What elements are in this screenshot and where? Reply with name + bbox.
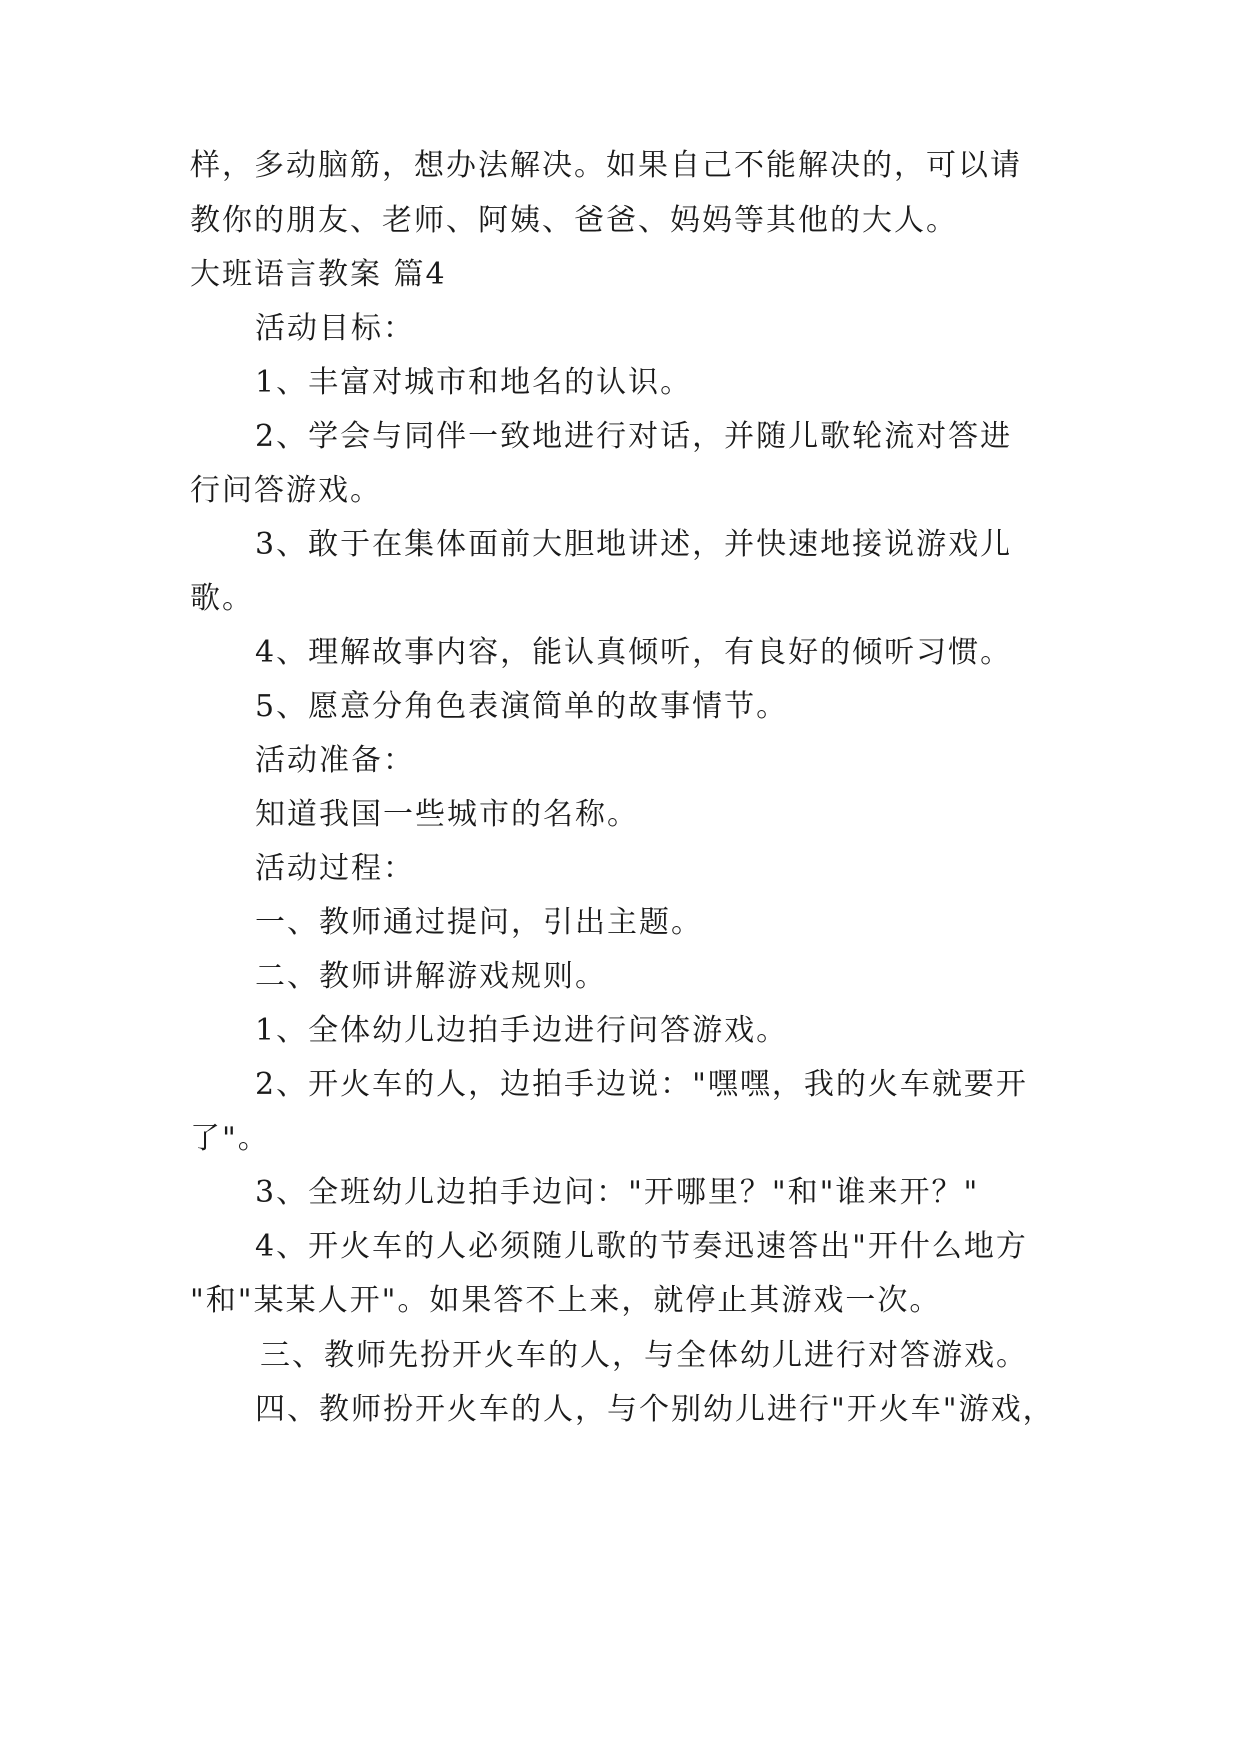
goal-3-line-1: 3、敢于在集体面前大胆地讲述，并快速地接说游戏儿 [255, 527, 1013, 562]
step-2: 二、教师讲解游戏规则。 [255, 959, 607, 994]
continuation-line-1: 样，多动脑筋，想办法解决。如果自己不能解决的，可以请 [190, 148, 1022, 183]
goal-5: 5、愿意分角色表演简单的故事情节。 [255, 689, 789, 724]
rule-4-line-2: "和"某某人开"。如果答不上来，就停止其游戏一次。 [190, 1283, 942, 1318]
rule-3: 3、全班幼儿边拍手边问："开哪里？"和"谁来开？" [255, 1175, 980, 1210]
goal-3-line-2: 歌。 [190, 581, 254, 616]
goal-2-line-1: 2、学会与同伴一致地进行对话，并随儿歌轮流对答进 [255, 419, 1013, 454]
step-1: 一、教师通过提问，引出主题。 [255, 905, 703, 940]
prep-heading: 活动准备： [255, 743, 415, 778]
goal-1: 1、丰富对城市和地名的认识。 [255, 365, 693, 400]
section-title: 大班语言教案 篇4 [190, 257, 447, 292]
goal-4: 4、理解故事内容，能认真倾听，有良好的倾听习惯。 [255, 635, 1013, 670]
step-3: 三、教师先扮开火车的人，与全体幼儿进行对答游戏。 [260, 1338, 1028, 1373]
goals-heading: 活动目标： [255, 311, 415, 346]
process-heading: 活动过程： [255, 851, 415, 886]
rule-2-line-1: 2、开火车的人，边拍手边说："嘿嘿，我的火车就要开 [255, 1067, 1028, 1102]
rule-2-line-2: 了"。 [190, 1121, 270, 1156]
goal-2-line-2: 行问答游戏。 [190, 473, 382, 508]
rule-1: 1、全体幼儿边拍手边进行问答游戏。 [255, 1013, 789, 1048]
step-4: 四、教师扮开火车的人，与个别幼儿进行"开火车"游戏， [255, 1392, 1055, 1427]
rule-4-line-1: 4、开火车的人必须随儿歌的节奏迅速答出"开什么地方 [255, 1229, 1028, 1264]
prep-text: 知道我国一些城市的名称。 [255, 797, 639, 832]
continuation-line-2: 教你的朋友、老师、阿姨、爸爸、妈妈等其他的大人。 [190, 203, 958, 238]
